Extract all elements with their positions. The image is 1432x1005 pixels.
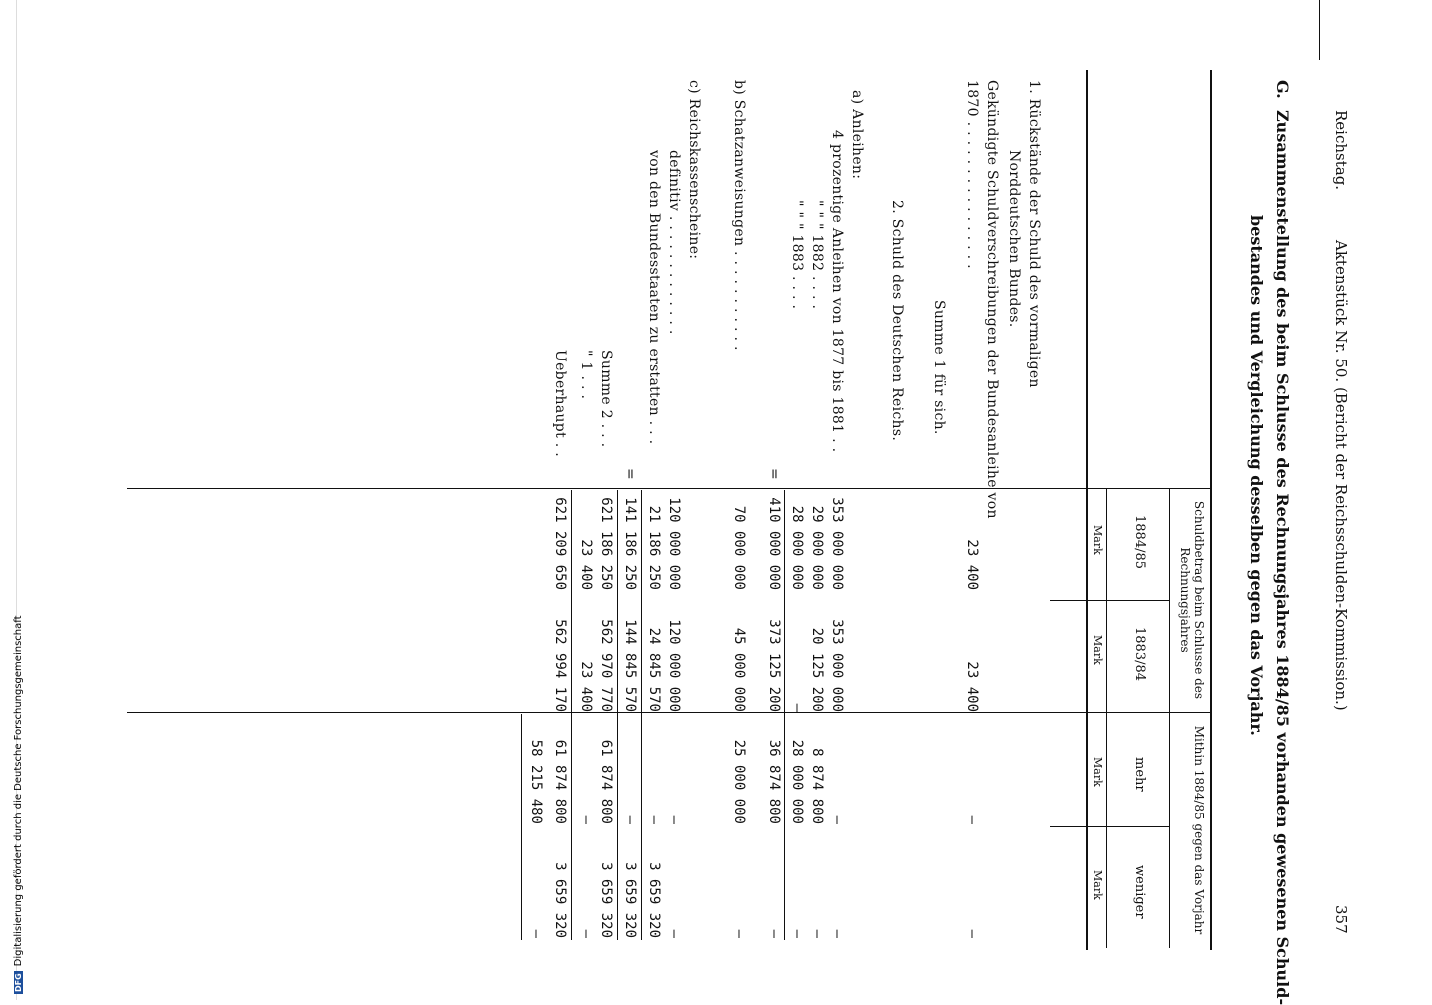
cell-c4: — — [528, 929, 544, 938]
subtotal-rule — [784, 490, 785, 940]
cell-c2: 353 000 000 — [829, 619, 845, 712]
title-marker: G. — [1273, 80, 1292, 99]
cell-c4: — — [809, 929, 825, 938]
cell-c1: 621 209 650 — [552, 497, 568, 590]
col-weniger: weniger — [1132, 865, 1147, 919]
row-label: = — [766, 468, 782, 481]
row-label: definitiv . . . . . . . . . . . . . — [666, 150, 682, 335]
row-label: 1. Rückstände der Schuld des vormaligen — [1026, 80, 1042, 388]
col-1884: 1884/85 — [1132, 515, 1147, 570]
row-label: Ueberhaupt . . — [552, 350, 568, 457]
cell-c4: 3 659 320 — [646, 862, 662, 938]
row-label: Summe 1 für sich. — [931, 300, 947, 435]
cell-c3: 61 874 800 — [552, 739, 568, 824]
cell-c1: 410 000 000 — [766, 497, 782, 590]
row-label: = — [622, 468, 638, 481]
cell-c4: — — [766, 929, 782, 938]
cell-c1: 23 400 — [578, 539, 594, 590]
cell-c3: — — [829, 815, 845, 824]
cell-c1: 21 186 250 — [646, 505, 662, 590]
unit-mark: Mark — [1091, 635, 1104, 665]
header-rule — [1319, 0, 1320, 60]
subtotal-rule — [617, 490, 618, 940]
cell-c1: 23 400 — [964, 539, 980, 590]
cell-c2: 23 400 — [964, 661, 980, 712]
col-group-1: Schuldbetrag beim Schlusse des Rechnungsjahres — [1178, 500, 1206, 700]
col-group-2: Mithin 1884/85 gegen das Vorjahr — [1192, 725, 1206, 935]
cell-c3: 25 000 000 — [731, 739, 747, 824]
cell-c3: 61 874 800 — [598, 739, 614, 824]
row-label: b) Schatzanweisungen . . . . . . . . . . . — [731, 80, 747, 351]
cell-c1: 28 000 000 — [789, 505, 805, 590]
cell-c2: 24 845 570 — [646, 627, 662, 712]
cell-c4: — — [789, 929, 805, 938]
header-center: Aktenstück Nr. 50. (Bericht der Reichsschulden-Kommission.) — [1332, 240, 1350, 711]
table-header-rule — [1086, 70, 1088, 950]
cell-c4: — — [578, 929, 594, 938]
cell-c2: 562 994 170 — [552, 619, 568, 712]
cell-c3: 28 000 000 — [789, 739, 805, 824]
cell-c1: 141 186 250 — [622, 497, 638, 590]
table-top-rule — [1210, 70, 1212, 950]
unit-mark: Mark — [1091, 870, 1104, 900]
row-label: 4 prozentige Anleihen von 1877 bis 1881 . . — [829, 130, 845, 453]
group-header-rule — [1169, 488, 1170, 948]
row-label: " 1 . . . — [578, 350, 594, 400]
title-line-1: Zusammenstellung des beim Schlusse des Rechnungsjahres 1884/85 vorhanden gewesenen Schuld- — [1273, 110, 1292, 1005]
unit-mark: Mark — [1091, 525, 1104, 555]
cell-c4: 3 659 320 — [552, 862, 568, 938]
row-label: " " " 1882 . . . . — [809, 200, 825, 310]
cell-c3: 36 874 800 — [766, 739, 782, 824]
row-label: 2. Schuld des Deutschen Reichs. — [889, 200, 905, 442]
cell-c2: 20 125 200 — [809, 627, 825, 712]
total-rule — [571, 490, 572, 940]
cell-c2: 45 000 000 — [731, 627, 747, 712]
row-label: a) Anleihen: — [849, 90, 865, 180]
cell-c1: 70 000 000 — [731, 505, 747, 590]
subtotal-rule — [641, 490, 642, 940]
col-1883: 1883/84 — [1132, 627, 1147, 682]
total-rule — [521, 714, 522, 940]
row-label: Summe 2 . . . — [598, 350, 614, 448]
page-number: 357 — [1332, 905, 1350, 934]
scanned-page — [2, 0, 1402, 1005]
cell-c2: 23 400 — [578, 661, 594, 712]
col-divider — [1050, 600, 1170, 601]
col-divider — [1050, 826, 1170, 827]
unit-rule — [1106, 488, 1107, 948]
cell-c2: 144 845 570 — [622, 619, 638, 712]
cell-c2: 373 125 200 — [766, 619, 782, 712]
cell-c4: — — [964, 929, 980, 938]
table-col-divider — [127, 488, 1212, 489]
cell-c3: — — [622, 815, 638, 824]
cell-c4: — — [829, 929, 845, 938]
cell-c2: — — [789, 703, 805, 712]
sidebar-credit-text: Digitalisierung gefördert durch die Deutsche Forschungsgemeinschaft — [13, 615, 24, 967]
title-line-2: bestandes und Vergleichung desselben gegen das Vorjahr. — [1247, 215, 1266, 736]
row-label: Norddeutschen Bundes. — [1006, 150, 1022, 328]
cell-c3: 58 215 480 — [528, 739, 544, 824]
dfg-logo: DFG — [14, 973, 23, 992]
cell-c3: — — [578, 815, 594, 824]
cell-c4: 3 659 320 — [622, 862, 638, 938]
row-label: 1870 . . . . . . . . . . . . . . . . — [964, 80, 980, 269]
cell-c2: 562 970 770 — [598, 619, 614, 712]
cell-c2: 120 000 000 — [666, 619, 682, 712]
cell-c1: 29 000 000 — [809, 505, 825, 590]
row-label: von den Bundesstaaten zu erstatten . . . — [646, 150, 662, 445]
cell-c3: — — [646, 815, 662, 824]
cell-c1: 621 186 250 — [598, 497, 614, 590]
cell-c3: — — [964, 815, 980, 824]
row-label: Gekündigte Schuldverschreibungen der Bundesanleihe von — [984, 80, 1000, 519]
col-mehr: mehr — [1132, 757, 1147, 792]
row-label: c) Reichskassenscheine: — [686, 80, 702, 260]
cell-c3: — — [666, 815, 682, 824]
table-col-divider — [127, 712, 1212, 713]
header-left: Reichstag. — [1332, 110, 1350, 191]
cell-c1: 353 000 000 — [829, 497, 845, 590]
cell-c3: 8 874 800 — [809, 748, 825, 824]
unit-mark: Mark — [1091, 757, 1104, 787]
row-label: " " " 1883 . . . . — [789, 200, 805, 310]
cell-c1: 120 000 000 — [666, 497, 682, 590]
cell-c4: — — [666, 929, 682, 938]
cell-c4: 3 659 320 — [598, 862, 614, 938]
cell-c4: — — [731, 929, 747, 938]
